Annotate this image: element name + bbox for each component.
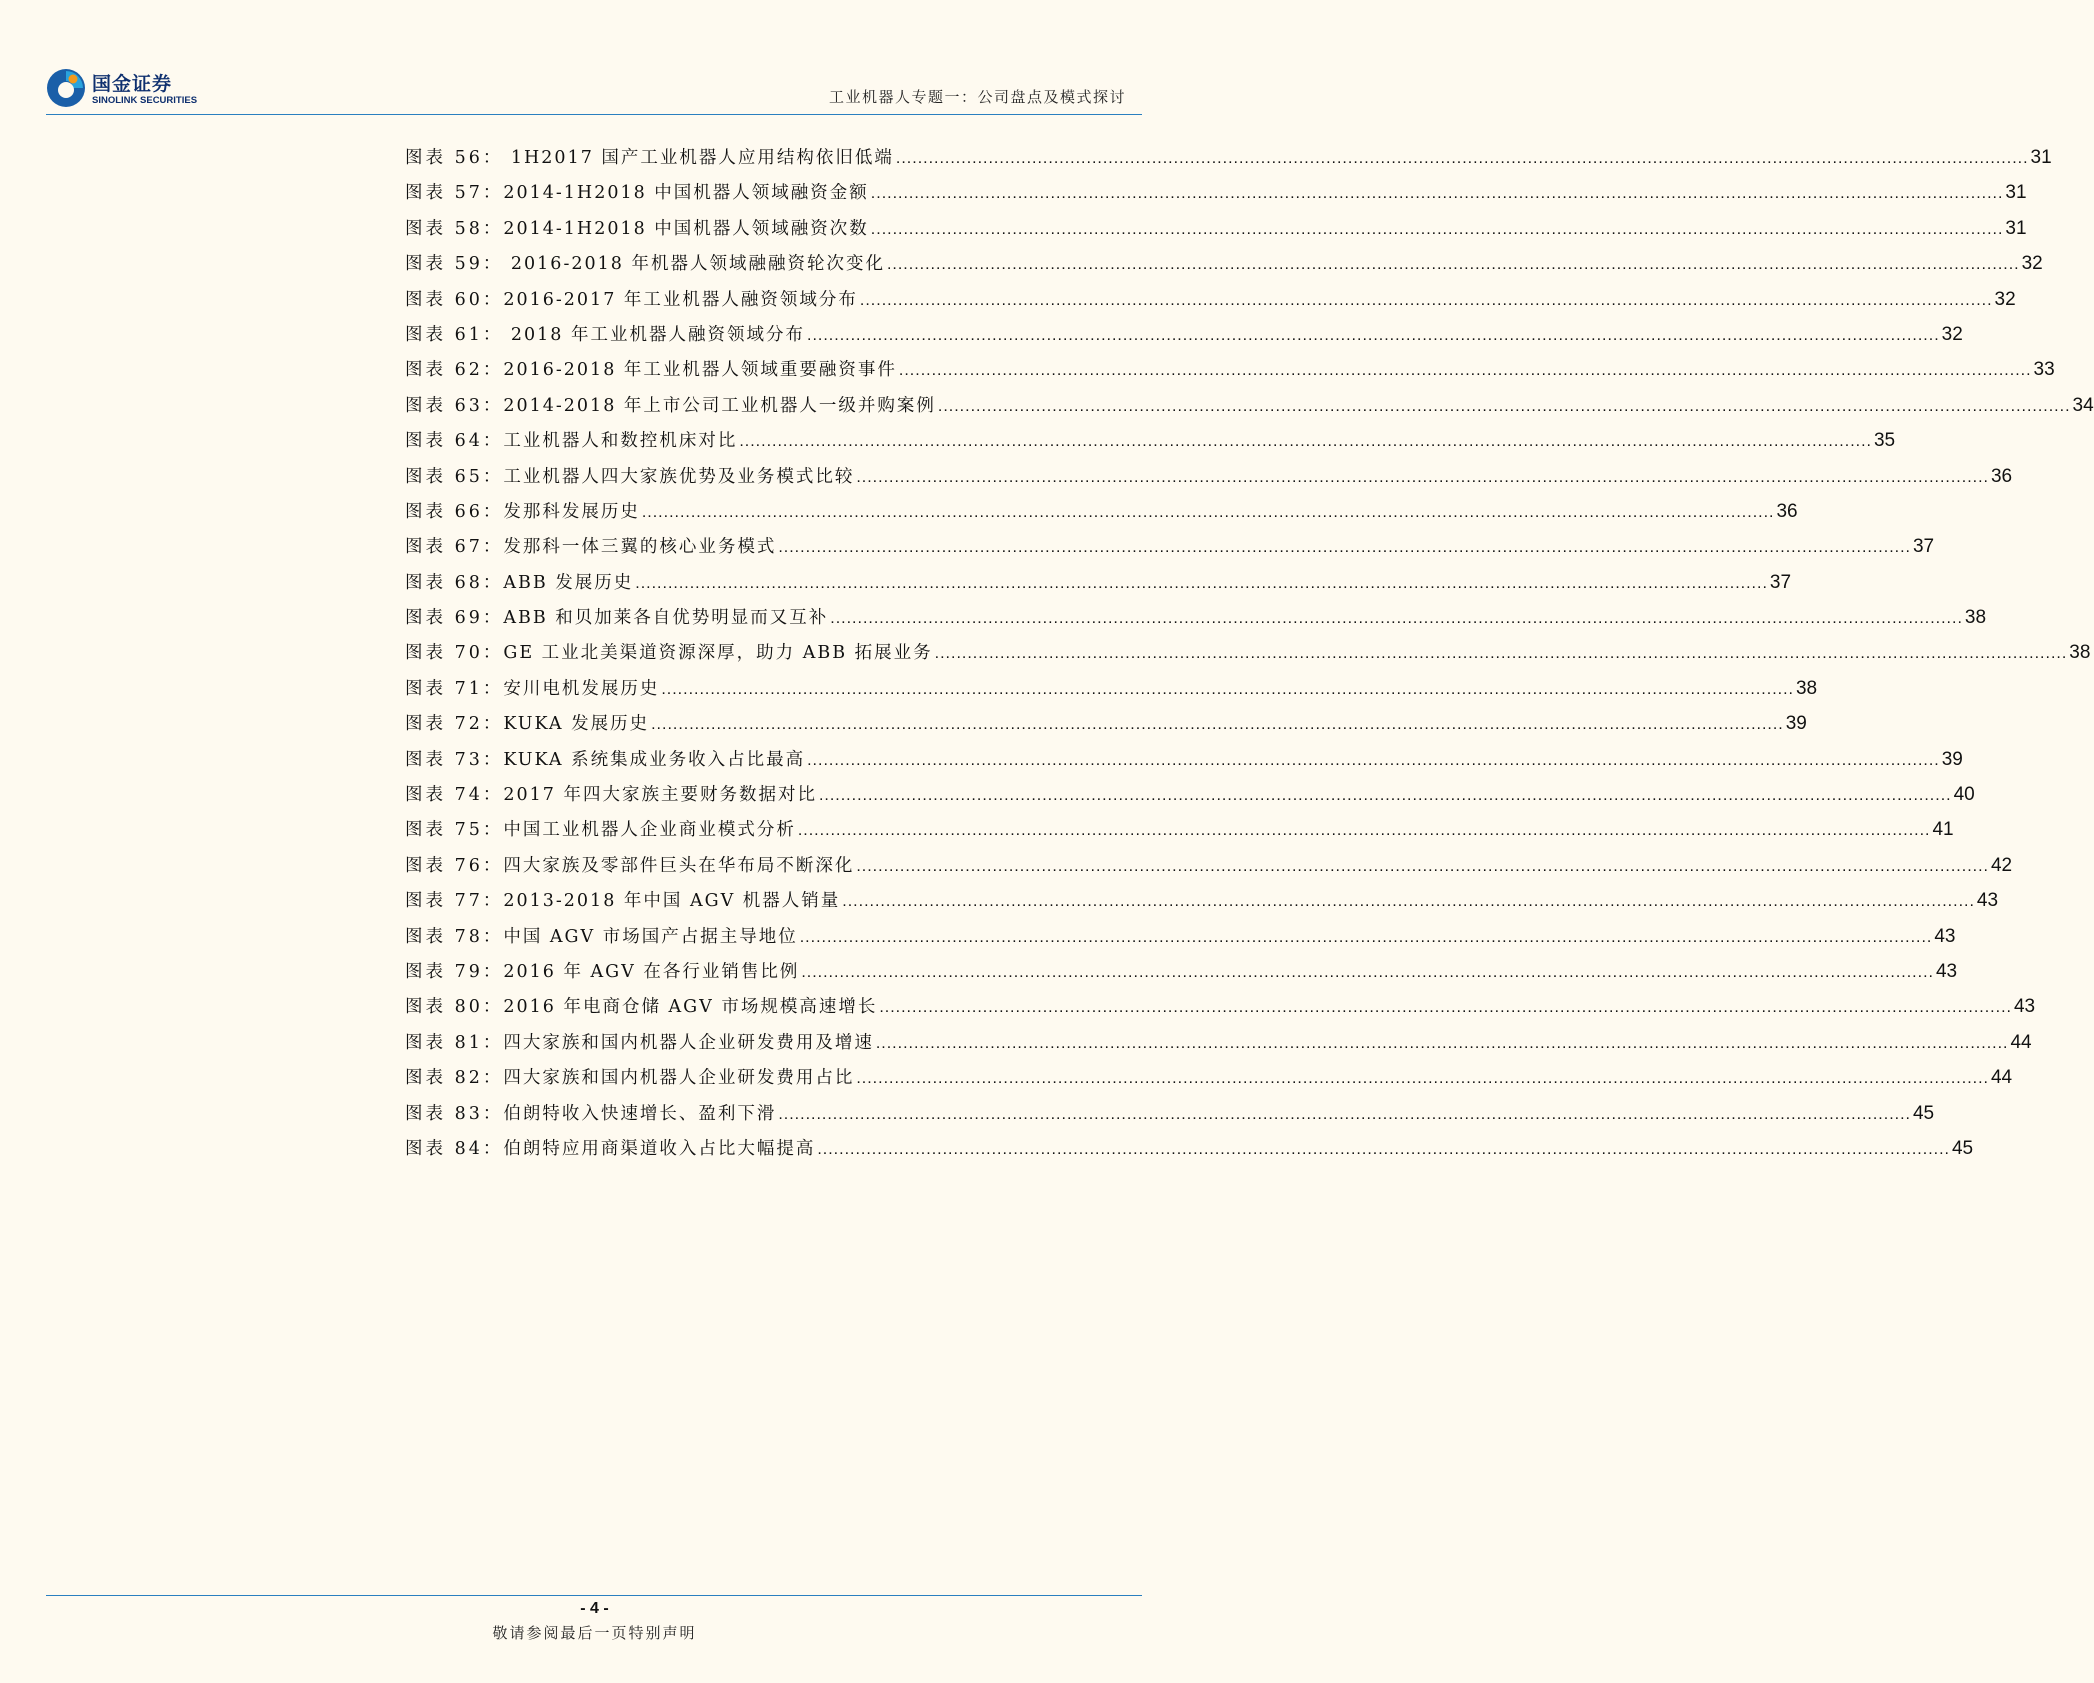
toc-dot-leader [856,858,1989,876]
toc-entry-page: 39 [1941,748,1963,770]
toc-entry[interactable] [405,1135,1974,1170]
toc-entry-title: 2016-2018 年机器人领域融融资轮次变化 [503,254,885,275]
toc-entry-label [405,781,817,806]
toc-entry-prefix: 图表 60： [405,289,504,310]
toc-entry-page: 44 [1990,1067,2013,1089]
toc-entry-label [405,710,649,735]
toc-entry-prefix: 图表 62： [405,360,504,381]
page-number: - 4 - [580,1600,609,1617]
toc-entry-label [405,533,776,558]
toc-entry-prefix: 图表 82： [405,1068,504,1089]
toc-entry-title: 安川电机发展历史 [503,678,660,699]
toc-entry-prefix: 图表 79： [405,961,504,982]
toc-entry-label [405,923,798,948]
toc-dot-leader [642,504,1775,522]
toc-entry-prefix: 图表 71： [405,678,504,699]
toc-entry-label [405,144,894,169]
toc-entry-title: 四大家族及零部件巨头在华布局不断深化 [503,855,855,876]
toc-entry-title: KUKA 系统集成业务收入占比最高 [503,749,806,770]
toc-entry[interactable] [405,427,1896,462]
toc-entry-page: 43 [2013,996,2036,1018]
toc-entry-page: 32 [1994,288,2016,310]
toc-entry-title: 2017 年四大家族主要财务数据对比 [503,785,817,806]
header-divider [46,114,1142,115]
logo-english-name: SINOLINK SECURITIES [92,95,198,106]
toc-entry-page: 31 [2005,217,2027,239]
toc-entry-title: 中国工业机器人企业商业模式分析 [503,820,796,841]
logo-chinese-name: 国金证券 [92,73,173,95]
toc-entry-prefix: 图表 78： [405,926,504,947]
toc-entry-page: 31 [2030,147,2052,168]
toc-entry[interactable] [405,710,1807,745]
toc-dot-leader [871,221,2004,239]
toc-entry-label [405,1064,854,1089]
toc-entry-page: 43 [1934,925,1956,947]
toc-entry-title: 伯朗特应用商渠道收入占比大幅提高 [503,1138,816,1159]
toc-dot-leader [635,575,1768,593]
toc-entry-label [405,463,854,488]
toc-entry-title: 2016 年 AGV 在各行业销售比例 [503,961,800,982]
toc-entry-label [405,356,897,381]
toc-dot-leader [899,362,2032,380]
toc-entry-prefix: 图表 63： [405,395,504,416]
toc-entry-label [405,993,877,1018]
toc-entry-label [405,321,805,346]
toc-entry-prefix: 图表 59： [405,254,504,275]
toc-dot-leader [807,327,1940,345]
toc-entry-label [405,1135,815,1160]
sinolink-logo-icon [46,68,86,108]
toc-entry[interactable] [405,356,2055,391]
toc-entry[interactable] [405,675,1818,710]
toc-entry-page: 38 [2069,642,2091,664]
toc-entry-label [405,675,659,700]
toc-entry-label [405,604,828,629]
toc-entry[interactable] [405,993,2036,1028]
toc-dot-leader [887,256,2020,274]
toc-entry-title: 2013-2018 年中国 AGV 机器人销量 [503,891,841,912]
toc-dot-leader [739,433,1872,451]
toc-dot-leader [778,1106,1911,1124]
toc-entry[interactable] [405,604,1987,639]
toc-entry-label [405,392,936,417]
toc-entry-page: 39 [1785,713,1807,735]
toc-entry-page: 37 [1769,571,1792,593]
toc-entry-prefix: 图表 68： [405,572,504,593]
disclaimer-note: 敬请参阅最后一页特别声明 [492,1624,697,1642]
toc-dot-leader [879,999,2012,1017]
toc-entry-label [405,286,858,311]
toc-entry[interactable] [405,179,2027,214]
document-title: 工业机器人专题一：公司盘点及模式探讨 [828,88,1126,106]
toc-dot-leader [651,716,1784,734]
toc-entry-label [405,498,640,523]
toc-dot-leader [856,1070,1989,1088]
toc-entry-page: 45 [1912,1102,1935,1124]
toc-entry-page: 43 [1935,960,1958,982]
toc-entry-prefix: 图表 57： [405,183,504,204]
toc-dot-leader [819,787,1952,805]
toc-entry[interactable] [405,852,2013,887]
toc-entry-title: 中国 AGV 市场国产占据主导地位 [503,926,798,947]
toc-entry-title: 2016 年电商仓储 AGV 市场规模高速增长 [503,997,878,1018]
toc-entry-title: 工业机器人和数控机床对比 [503,431,738,452]
toc-entry-prefix: 图表 64： [405,431,504,452]
toc-entry-page: 31 [2005,182,2027,204]
toc-entry-label [405,746,805,771]
toc-entry-label [405,887,840,912]
toc-dot-leader [856,469,1989,487]
toc-entry-label [405,427,737,452]
toc-entry-prefix: 图表 81： [405,1032,504,1053]
toc-entry-page: 34 [2072,394,2094,416]
toc-entry[interactable] [405,144,2052,179]
toc-entry-prefix: 图表 77： [405,891,504,912]
toc-entry-prefix: 图表 80： [405,997,504,1018]
toc-entry-label [405,1100,776,1125]
toc-entry-title: 四大家族和国内机器人企业研发费用占比 [503,1068,855,1089]
toc-dot-leader [801,964,1934,982]
toc-entry-title: 2014-1H2018 中国机器人领域融资金额 [503,183,869,204]
toc-entry[interactable] [405,1029,2032,1064]
toc-entry[interactable] [405,1100,1935,1135]
toc-dot-leader [798,822,1931,840]
toc-entry-page: 40 [1953,784,1975,806]
toc-entry-title: ABB 和贝加莱各自优势明显而又互补 [503,608,829,629]
toc-entry-prefix: 图表 76： [405,855,504,876]
toc-dot-leader [938,398,2071,416]
toc-entry-prefix: 图表 56： [405,148,504,168]
toc-entry-prefix: 图表 83： [405,1103,504,1124]
toc-entry-label [405,179,869,204]
toc-entry[interactable] [405,321,1963,356]
toc-entry-page: 32 [2021,253,2043,275]
toc-entry[interactable] [405,1064,2013,1099]
toc-entry-prefix: 图表 61： [405,324,504,345]
toc-entry-page: 33 [2033,359,2055,381]
toc-entry-label [405,852,854,877]
toc-entry-title: 2014-2018 年上市公司工业机器人一级并购案例 [503,395,936,416]
toc-entry-label [405,1029,874,1054]
toc-entry[interactable] [405,286,2016,321]
toc-entry-title: 2016-2017 年工业机器人融资领域分布 [503,289,858,310]
toc-entry[interactable] [405,569,1792,604]
toc-entry-prefix: 图表 84： [405,1138,504,1159]
toc-entry-title: 发那科一体三翼的核心业务模式 [503,537,777,558]
toc-entry-prefix: 图表 70： [405,643,504,664]
toc-entry-title: GE 工业北美渠道资源深厚，助力 ABB 拓展业务 [503,643,933,664]
toc-entry[interactable] [405,958,1958,993]
toc-entry-prefix: 图表 69： [405,608,504,629]
toc-entry[interactable] [405,781,1975,816]
toc-entry-page: 35 [1873,430,1896,452]
toc-entry-page: 41 [1932,819,1954,841]
toc-entry-page: 42 [1990,854,2013,876]
toc-entry-page: 43 [1976,890,1999,912]
toc-entry-page: 38 [1964,607,1987,629]
toc-dot-leader [807,752,1940,770]
toc-entry-prefix: 图表 67： [405,537,504,558]
toc-entry[interactable] [405,639,2091,674]
toc-entry-label [405,569,633,594]
toc-dot-leader [896,150,2029,168]
toc-entry[interactable] [405,463,2013,498]
toc-entry[interactable] [405,498,1798,533]
toc-entry-page: 44 [2010,1031,2032,1053]
toc-entry-title: KUKA 发展历史 [503,714,650,735]
toc-entry-prefix: 图表 73： [405,749,504,770]
toc-dot-leader [661,681,1794,699]
toc-entry-page: 36 [1990,465,2013,487]
toc-entry[interactable] [405,887,1999,922]
toc-entry-label [405,250,885,275]
toc-entry-prefix: 图表 65： [405,466,504,487]
toc-entry[interactable] [405,923,1956,958]
toc-dot-leader [830,610,1963,628]
toc-entry[interactable] [405,533,1935,568]
toc-dot-leader [876,1035,2009,1053]
toc-entry[interactable] [405,215,2027,250]
toc-entry-page: 38 [1795,677,1818,699]
toc-entry[interactable] [405,392,2094,427]
page-header [46,62,1142,114]
toc-entry-prefix: 图表 72： [405,714,504,735]
toc-entry-prefix: 图表 74： [405,785,504,806]
toc-dot-leader [860,292,1993,310]
toc-entry-label [405,639,933,664]
toc-entry[interactable] [405,746,1963,781]
toc-entry-label [405,215,869,240]
toc-entry-title: 1H2017 国产工业机器人应用结构依旧低端 [503,148,894,168]
toc-entry-title: 2014-1H2018 中国机器人领域融资次数 [503,218,869,239]
figure-index-list [405,144,2094,1170]
toc-dot-leader [817,1141,1950,1159]
toc-dot-leader [778,539,1911,557]
toc-entry-prefix: 图表 75： [405,820,504,841]
footer-divider [46,1595,1142,1596]
toc-entry-page: 32 [1941,323,1963,345]
toc-entry-label [405,958,799,983]
toc-dot-leader [800,929,1933,947]
toc-entry-title: ABB 发展历史 [503,572,634,593]
toc-entry-prefix: 图表 58： [405,218,504,239]
toc-entry-page: 36 [1776,500,1798,522]
toc-entry-label [405,816,796,841]
toc-entry-title: 发那科发展历史 [503,501,640,522]
toc-entry[interactable] [405,250,2043,285]
toc-dot-leader [935,645,2068,663]
toc-entry-title: 工业机器人四大家族优势及业务模式比较 [503,466,855,487]
toc-entry-title: 2016-2018 年工业机器人领域重要融资事件 [503,360,897,381]
company-logo [46,68,222,108]
toc-entry-title: 伯朗特收入快速增长、盈利下滑 [503,1103,777,1124]
toc-dot-leader [842,893,1975,911]
toc-entry-prefix: 图表 66： [405,501,504,522]
toc-entry-page: 37 [1912,536,1935,558]
toc-entry-title: 四大家族和国内机器人企业研发费用及增速 [503,1032,874,1053]
toc-entry-title: 2018 年工业机器人融资领域分布 [503,324,806,345]
toc-entry[interactable] [405,816,1954,851]
toc-dot-leader [871,185,2004,203]
toc-entry-page: 45 [1951,1137,1974,1159]
